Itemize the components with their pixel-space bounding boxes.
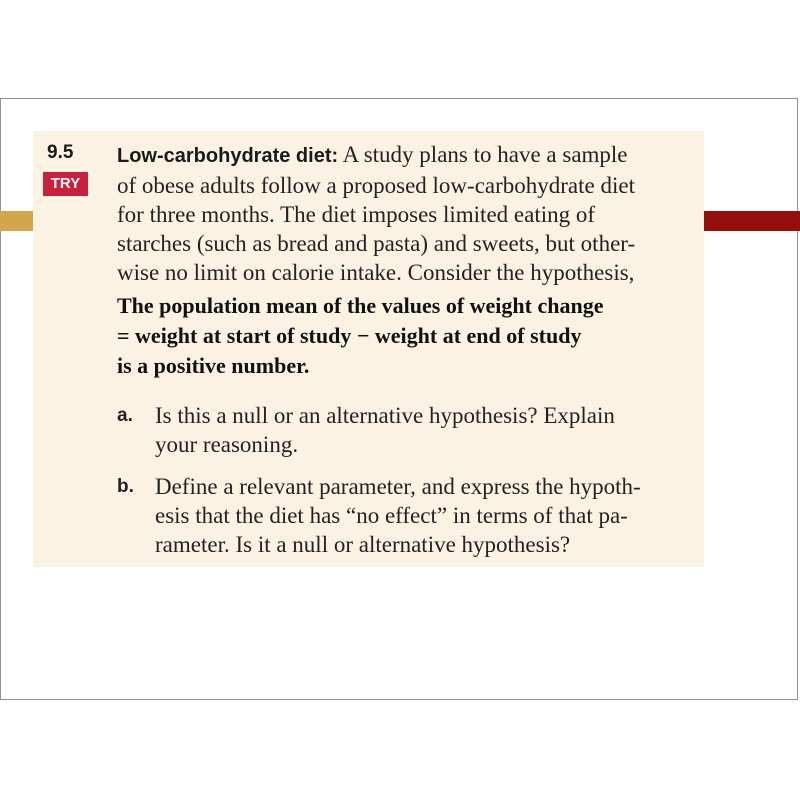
exercise-panel: [33, 131, 704, 567]
part-b-line: rameter. Is it a null or alternative hypothesis?: [155, 532, 571, 557]
part-b-text: [155, 472, 641, 559]
intro-line: for three months. The diet imposes limited eating of: [117, 202, 596, 227]
part-a-text: [155, 401, 615, 459]
exercise-title: Low-carbohydrate diet:: [117, 145, 339, 167]
hypothesis-line: is a positive number.: [117, 353, 310, 378]
part-a-marker: a.: [117, 405, 133, 426]
intro-line: of obese adults follow a proposed low-carbohydrate diet: [117, 173, 635, 198]
try-badge: TRY: [43, 172, 88, 196]
part-b-line: esis that the diet has “no effect” in terms of that pa-: [155, 503, 628, 528]
right-accent-bar: [704, 211, 800, 231]
left-accent-bar: [0, 211, 33, 231]
intro-line: starches (such as bread and pasta) and sweets, but other-: [117, 231, 636, 256]
part-b-marker: b.: [117, 476, 134, 497]
exercise-intro: [117, 140, 704, 287]
part-a-line: Is this a null or an alternative hypothesis? Explain: [155, 403, 615, 428]
intro-line: wise no limit on calorie intake. Consider the hypothesis,: [117, 260, 635, 285]
intro-line: Low-carbohydrate diet: A study plans to have a sample: [117, 142, 628, 167]
hypothesis-line: The population mean of the values of weight change: [117, 293, 604, 318]
part-b-line: Define a relevant parameter, and express the hypoth-: [155, 474, 641, 499]
hypothesis-statement: [117, 291, 603, 381]
part-a-line: your reasoning.: [155, 432, 299, 457]
hypothesis-line: = weight at start of study − weight at end of study: [117, 323, 582, 348]
exercise-number: 9.5: [47, 142, 74, 163]
